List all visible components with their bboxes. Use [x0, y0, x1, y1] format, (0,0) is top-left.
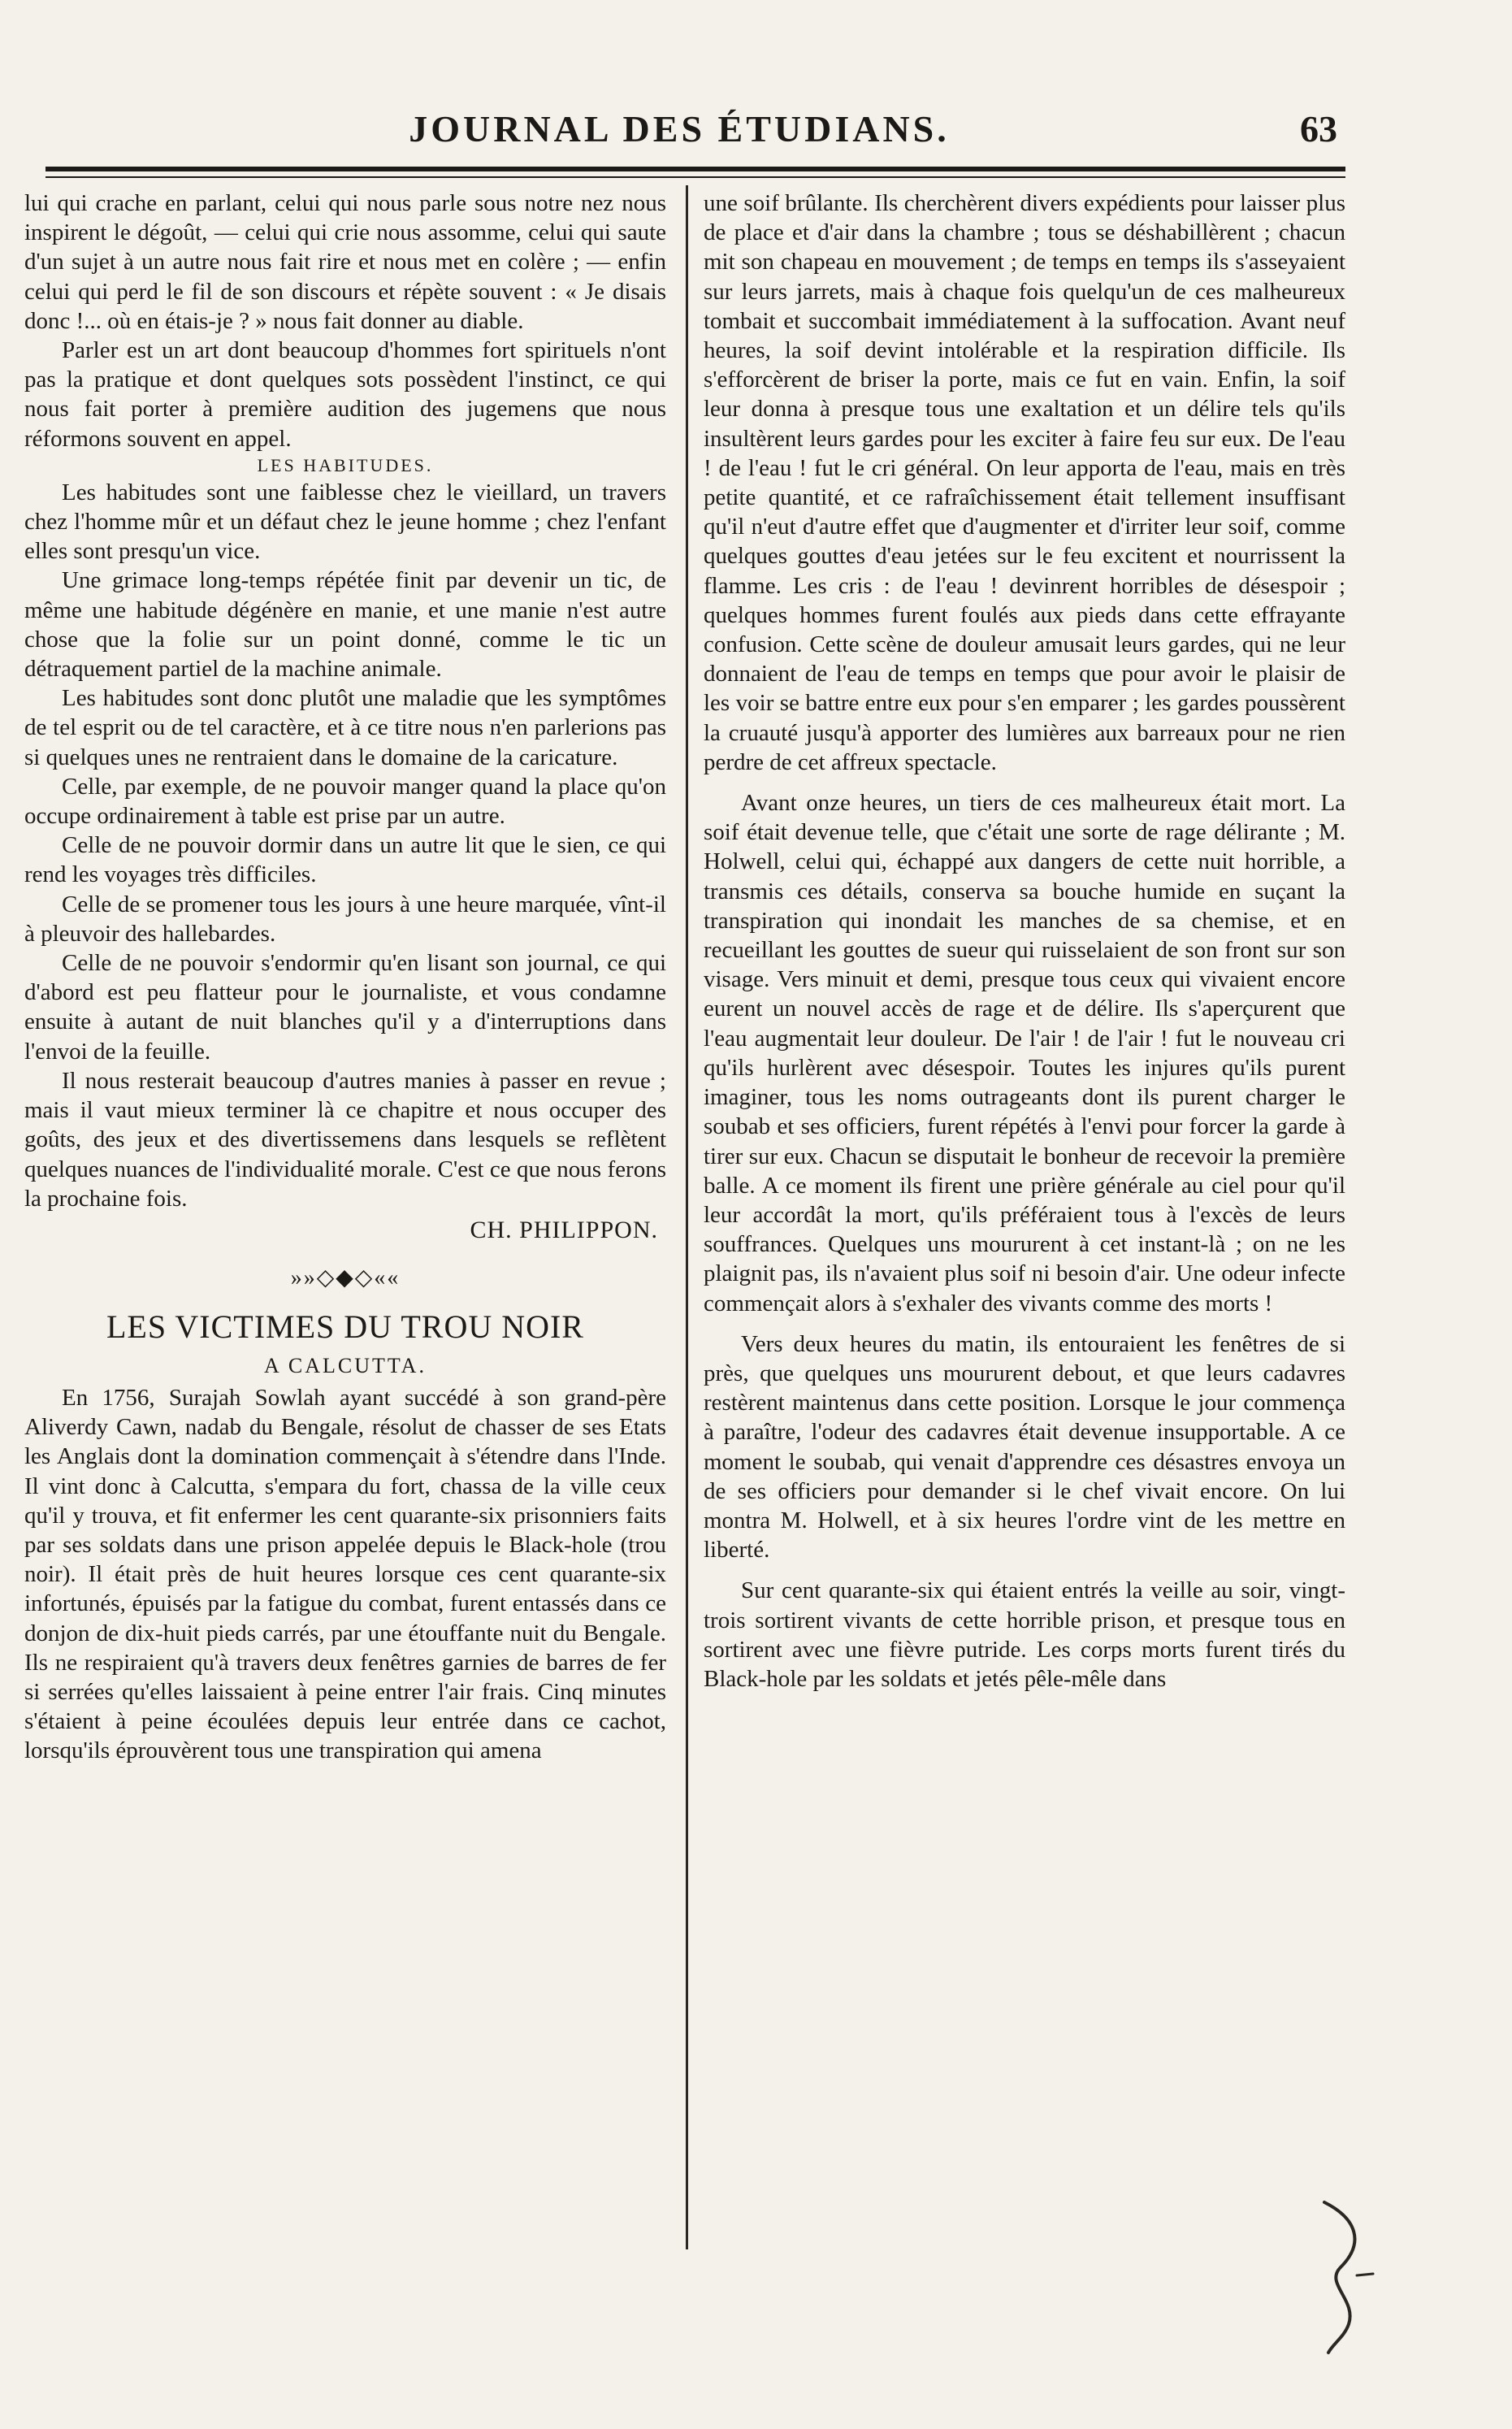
author-signature: CH. PHILIPPON. [470, 1216, 658, 1243]
paragraph: Les habitudes sont donc plutôt une maladie que les symptômes de tel esprit ou de tel caractère, et à ce titre nous n'en parlerions pas si quelques unes ne rentraient dans le domaine de la caricature. [24, 685, 666, 770]
paragraph: Parler est un art dont beaucoup d'hommes fort spirituels n'ont pas la pratique et dont quelques sots possèdent l'instinct, ce qui nous fait porter à première audition des jugemens que nous réformons souvent en appel. [24, 337, 666, 452]
header-rule-thin [45, 176, 1345, 178]
page-header [45, 107, 1337, 164]
paragraph: Celle de ne pouvoir dormir dans un autre lit que le sien, ce qui rend les voyages très difficiles. [24, 832, 666, 888]
article-subtitle: A CALCUTTA. [264, 1353, 427, 1377]
paragraph: Avant onze heures, un tiers de ces malheureux était mort. La soif était devenue telle, que c'était une sorte de rage délirante ; M. Holwell, celui qui, échappé aux dangers de cette nuit horrible, a transmis ces détails, conserva sa bouche humide en suçant la transpiration qui inondait les manches de sa chemise, et en recueillant les gouttes de sueur qui ruisselaient de son front sur son visage. Vers minuit et demi, presque tous ceux qui vivaient encore eurent un nouvel accès de rage et de délire. Ils s'aperçurent que l'eau augmentait leur douleur. De l'air ! de l'air ! fut le nouveau cri qu'ils hurlèrent avec désespoir. Toutes les injures qu'ils purent imaginer, tous les noms outrageants dont ils purent charger le soubab et ses officiers, furent répétés à l'envi pour forcer la garde à tirer sur eux. Chacun se disputait le bonheur de recevoir la première balle. A ce moment ils firent une prière générale au ciel pour qu'il leur accordât la mort, qu'ils préféraient tous à l'excès de leurs souffrances. Quelques uns moururent à cet instant-là ; on ne les plaignit pas, ils n'avaient plus soif ni besoin d'air. Une odeur infecte commençait alors à s'exhaler des vivants comme des morts ! [704, 790, 1345, 1316]
paragraph: Celle, par exemple, de ne pouvoir manger quand la place qu'on occupe ordinairement à table est prise par un autre. [24, 773, 666, 830]
paragraph: Une grimace long-temps répétée finit par devenir un tic, de même une habitude dégénère en manie, et une manie n'est autre chose que la folie sur un point donné, comme le tic un détraquement partiel de la machine animale. [24, 567, 666, 683]
article-title: LES VICTIMES DU TROU NOIR [106, 1308, 584, 1345]
paragraph: Il nous resterait beaucoup d'autres manies à passer en revue ; mais il vaut mieux terminer là ce chapitre et nous occuper des goûts, des jeux et des divertissemens dans lesquels se reflètent quelques nuances de l'individualité morale. C'est ce que nous ferons la prochaine fois. [24, 1067, 666, 1212]
paragraph: Les habitudes sont une faiblesse chez le vieillard, un travers chez l'homme mûr et un défaut chez le jeune homme ; chez l'enfant elles sont presqu'un vice. [24, 479, 666, 565]
paragraph: En 1756, Surajah Sowlah ayant succédé à son grand-père Aliverdy Cawn, nadab du Bengale, résolut de chasser de ses Etats les Anglais dont la domination commençait à s'étendre dans l'Inde. Il vint donc à Calcutta, s'empara du fort, chassa de la ville ceux qu'il y trouva, et fit enfermer les cent quarante-six prisonniers faits par ses soldats dans une prison appelée depuis le Black-hole (trou noir). Il était près de huit heures lorsque ces cent quarante-six infortunés, épuisés par la fatigue du combat, furent entassés dans ce donjon de dix-huit pieds carrés, par une étouffante nuit du Bengale. Ils ne respiraient qu'à travers deux fenêtres garnies de barres de fer si serrées qu'elles laissaient à peine entrer l'air frais. Cinq minutes s'étaient à peine écoulées depuis leur entrée dans ce cachot, lorsqu'ils éprouvèrent tous une transpiration qui amena [24, 1384, 666, 1764]
paragraph: Vers deux heures du matin, ils entouraient les fenêtres de si près, que quelques uns moururent debout, et que leurs cadavres restèrent maintenus dans cette position. Lorsque le jour commença à paraître, l'odeur des cadavres était devenue insupportable. A ce moment le soubab, qui venait d'apprendre ces désastres envoya un de ses officiers pour demander si le chef vivait encore. On lui montra M. Holwell, et à six heures l'ordre vint de les mettre en liberté. [704, 1330, 1345, 1564]
left-column [24, 189, 666, 1766]
paragraph: Celle de se promener tous les jours à une heure marquée, vînt-il à pleuvoir des hallebardes. [24, 891, 666, 947]
section-ornament: »»◇◆◇«« [290, 1264, 401, 1290]
paragraph: lui qui crache en parlant, celui qui nous parle sous notre nez nous inspirent le dégoût, — celui qui crie nous assomme, celui qui saute d'un sujet à un autre nous fait rire et nous met en colère ; — enfin celui qui perd le fil de son discours et répète souvent : « Je disais donc !... où en étais-je ? » nous fait donner au diable. [24, 190, 666, 334]
paragraph: Sur cent quarante-six qui étaient entrés la veille au soir, vingt-trois sortirent vivants de cette horrible prison, et presque tous en sortirent avec une fièvre putride. Les corps morts furent tirés du Black-hole par les soldats et jetés pêle-mêle dans [704, 1577, 1345, 1692]
paragraph: Celle de ne pouvoir s'endormir qu'en lisant son journal, ce qui d'abord est peu flatteur pour le journaliste, et vous condamne ensuite à autant de nuit blanches qu'il y a d'interruptions dans l'envoi de la feuille. [24, 950, 666, 1065]
right-column [704, 189, 1345, 1694]
header-rule-thick [45, 167, 1345, 171]
running-title: JOURNAL DES ÉTUDIANS. [409, 108, 950, 150]
page-number: 63 [1300, 108, 1337, 150]
paragraph: une soif brûlante. Ils cherchèrent divers expédients pour laisser plus de place et d'air dans la chambre ; tous se déshabillèrent ; chacun mit son chapeau en mouvement ; de temps en temps ils s'asseyaient sur leurs jarrets, mais à chaque fois quelqu'un de ces malheureux tombait et succombait immédiatement à la suffocation. Avant neuf heures, la soif devint intolérable et la respiration difficile. Ils s'efforcèrent de briser la porte, mais ce fut en vain. Enfin, la soif leur donna à presque tous une exaltation et un délire tels qu'ils insultèrent leurs gardes pour les exciter à faire feu sur eux. De l'eau ! de l'eau ! fut le cri général. On leur apporta de l'eau, mais en très petite quantité, et ce rafraîchissement était tellement insuffisant qu'il n'eut d'autre effet que d'augmenter et d'irriter leur soif, comme quelques gouttes d'eau jetées sur le feu excitent et nourrissent la flamme. Les cris : de l'eau ! devinrent horribles de désespoir ; quelques hommes furent foulés aux pieds dans cette effrayante confusion. Cette scène de douleur amusait leurs gardes, qui ne leur donnaient de l'eau de temps en temps que pour avoir le plaisir de les voir se battre entre eux pour s'en emparer ; les gardes poussèrent la cruauté jusqu'à apporter des lumières aux barreaux pour ne rien perdre de cet affreux spectacle. [704, 190, 1345, 775]
margin-ink-mark [1308, 2194, 1381, 2357]
column-divider [686, 185, 688, 2249]
section-subhead: LES HABITUDES. [257, 454, 434, 475]
